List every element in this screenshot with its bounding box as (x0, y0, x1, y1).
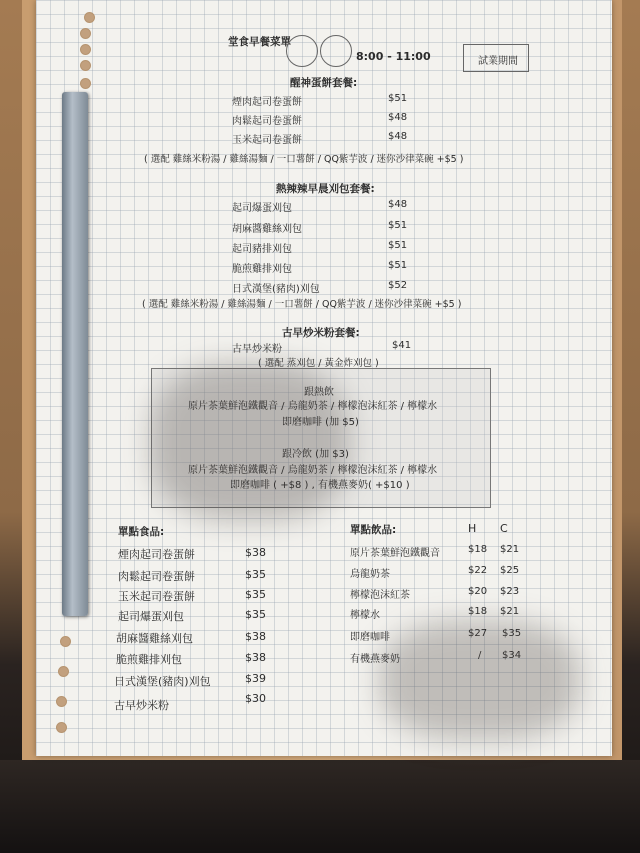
drink-item-hot: $20 (468, 586, 488, 597)
drink-item-cold: $25 (500, 565, 520, 576)
trial-badge-label: 試業期間 (478, 56, 518, 67)
set-b-note: ( 選配 雞絲米粉湯 / 雞絲湯麵 / 一口薯餅 / QQ紫芋波 / 迷你沙律菜碗 +$5 ) (142, 299, 462, 310)
food-item-name: 玉米起司卷蛋餅 (118, 590, 195, 603)
food-item-price: $38 (245, 546, 266, 559)
binder-clip (62, 92, 88, 616)
hand-shadow (380, 620, 580, 740)
food-item-price: $35 (245, 568, 266, 581)
hot-drink-title: 跟熱飲 (304, 387, 334, 398)
punch-hole (60, 636, 71, 647)
punch-hole (80, 44, 91, 55)
drink-item-cold: $34 (502, 650, 522, 661)
food-item-name: 起司爆蛋刈包 (118, 610, 184, 623)
drink-item-cold: $21 (500, 606, 520, 617)
drink-item-hot: $22 (468, 565, 488, 576)
food-item-price: $35 (245, 608, 266, 621)
set-c-item-name: 古早炒米粉 (232, 344, 282, 355)
hot-drink-options: 原片茶葉鮮泡鐵觀音 / 烏龍奶茶 / 檸檬泡沫紅茶 / 檸檬水 (188, 401, 438, 412)
drink-item-hot: $27 (468, 628, 488, 639)
service-hours: 8:00 - 11:00 (356, 50, 431, 63)
cold-drink-title: 跟冷飲 (加 $3) (282, 449, 349, 460)
cold-column-header: C (500, 522, 508, 535)
set-b-title: 熱辣辣早晨刈包套餐: (276, 183, 375, 195)
hot-column-header: H (468, 522, 477, 535)
punch-hole (80, 28, 91, 39)
punch-hole (84, 12, 95, 23)
drink-item-name: 檸檬泡沫紅茶 (350, 590, 410, 601)
restaurant-logo (286, 31, 354, 73)
drink-item-cold: $21 (500, 544, 520, 555)
food-item-price: $35 (245, 588, 266, 601)
set-c-note: ( 選配 蒸刈包 / 黃金炸刈包 ) (258, 358, 379, 369)
cold-drink-extras: 即磨咖啡 ( +$8 ) , 有機燕麥奶( +$10 ) (230, 480, 410, 491)
hand-shadow (150, 362, 350, 522)
food-item-name: 胡麻醬雞絲刈包 (116, 632, 193, 645)
set-b-item-price: $51 (388, 240, 408, 251)
set-a-item-price: $48 (388, 112, 408, 123)
set-b-item-price: $51 (388, 260, 408, 271)
drink-item-name: 烏龍奶茶 (350, 569, 390, 580)
set-a-item-name: 玉米起司卷蛋餅 (232, 135, 302, 146)
cold-drink-options: 原片茶葉鮮泡鐵觀音 / 烏龍奶茶 / 檸檬泡沫紅茶 / 檸檬水 (188, 465, 438, 476)
food-section-title: 單點食品: (118, 526, 165, 538)
drink-item-name: 原片茶葉鮮泡鐵觀音 (350, 548, 440, 559)
menu-title: 堂食早餐菜單 (228, 36, 291, 48)
set-b-item-name: 胡麻醬雞絲刈包 (232, 224, 302, 235)
punch-hole (56, 696, 67, 707)
set-c-item-price: $41 (392, 340, 412, 351)
food-item-name: 脆煎雞排刈包 (116, 653, 182, 666)
set-a-item-name: 煙肉起司卷蛋餅 (232, 97, 302, 108)
drink-item-cold: $23 (500, 586, 520, 597)
punch-hole (80, 60, 91, 71)
drink-item-name: 檸檬水 (350, 610, 380, 621)
food-item-price: $39 (245, 672, 266, 685)
food-item-price: $38 (245, 651, 266, 664)
drink-item-name: 有機燕麥奶 (350, 654, 400, 665)
set-b-item-price: $48 (388, 199, 408, 210)
set-b-item-price: $52 (388, 280, 408, 291)
punch-hole (56, 722, 67, 733)
table-shadow (0, 760, 640, 853)
punch-hole (80, 78, 91, 89)
food-item-price: $30 (245, 692, 266, 705)
set-a-note: ( 選配 雞絲米粉湯 / 雞絲湯麵 / 一口薯餅 / QQ紫芋波 / 迷你沙律菜碗 +$5 ) (144, 154, 464, 165)
drink-item-hot: $18 (468, 606, 488, 617)
trial-badge (463, 44, 529, 72)
drink-item-cold: $35 (502, 628, 522, 639)
set-a-item-price: $51 (388, 93, 408, 104)
set-b-item-name: 起司爆蛋刈包 (232, 203, 292, 214)
set-a-item-price: $48 (388, 131, 408, 142)
set-c-title: 古早炒米粉套餐: (282, 327, 360, 339)
set-b-item-name: 起司豬排刈包 (232, 244, 292, 255)
food-item-name: 古早炒米粉 (114, 699, 169, 712)
drinks-section-title: 單點飲品: (350, 524, 397, 536)
food-item-name: 煙肉起司卷蛋餅 (118, 548, 195, 561)
set-a-title: 醒神蛋餅套餐: (290, 77, 358, 89)
punch-hole (58, 666, 69, 677)
food-item-name: 肉鬆起司卷蛋餅 (118, 570, 195, 583)
food-item-price: $38 (245, 630, 266, 643)
drink-item-hot: $18 (468, 544, 488, 555)
set-b-item-name: 日式漢堡(豬肉)刈包 (232, 284, 320, 295)
set-a-item-name: 肉鬆起司卷蛋餅 (232, 116, 302, 127)
set-b-item-price: $51 (388, 220, 408, 231)
drink-item-name: 即磨咖啡 (350, 632, 390, 643)
hot-drink-coffee: 即磨咖啡 (加 $5) (282, 417, 359, 428)
drink-item-hot: / (478, 650, 482, 661)
set-b-item-name: 脆煎雞排刈包 (232, 264, 292, 275)
food-item-name: 日式漢堡(豬肉)刈包 (114, 675, 211, 688)
